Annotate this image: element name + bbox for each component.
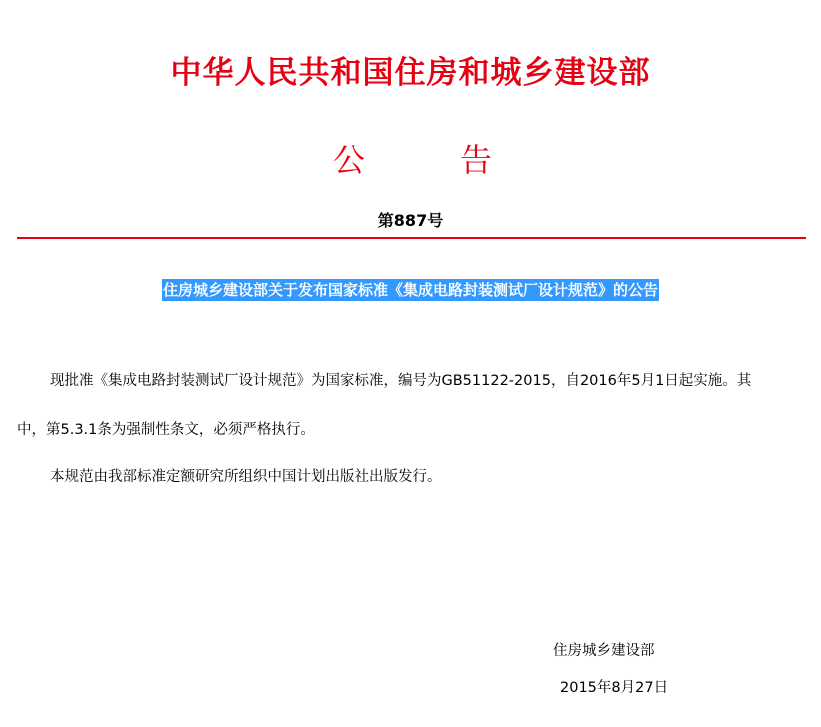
paragraph-2: 本规范由我部标准定额研究所组织中国计划出版社出版发行。 (50, 469, 442, 485)
paragraph-1-line-2: 中，第5.3.1条为强制性条文，必须严格执行。 (17, 422, 315, 438)
ministry-title: 中华人民共和国住房和城乡建设部 (170, 55, 651, 91)
notice-title-char-2: 告 (460, 141, 493, 179)
announcement-heading[interactable]: 住房城乡建设部关于发布国家标准《集成电路封装测试厂设计规范》的公告 (162, 281, 658, 299)
announcement-heading-container (0, 279, 821, 301)
signature-date: 2015年8月27日 (560, 680, 669, 696)
document-number: 第887号 (377, 211, 444, 230)
notice-title-char-1: 公 (333, 141, 366, 179)
red-divider (17, 237, 806, 239)
signature-issuer: 住房城乡建设部 (553, 643, 655, 659)
paragraph-1-line-1: 现批准《集成电路封装测试厂设计规范》为国家标准，编号为GB51122-2015，自2016年5月1日起实施。其 (50, 373, 752, 389)
